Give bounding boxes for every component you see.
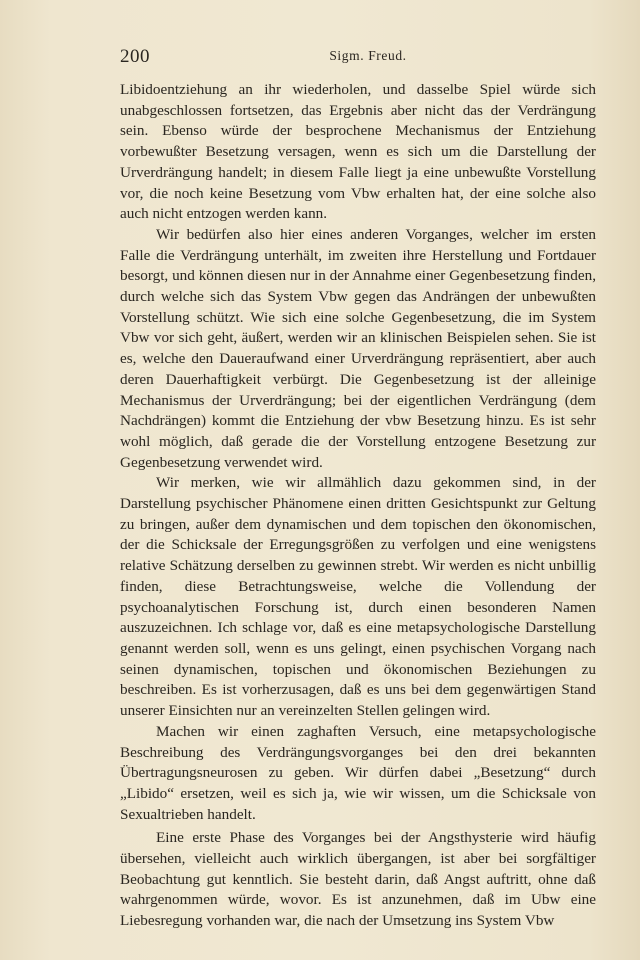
page-header [120, 46, 596, 70]
running-head: Sigm. Freud. [329, 48, 407, 63]
paragraph-5: Eine erste Phase des Vorganges bei der Angsthysterie wird häufig übersehen, vielleicht auch wirklich übergangen, ist aber bei sorgfältiger Beobachtung gut kenntlich. Sie besteht darin, daß Angst auftritt, ohne daß wahrgenommen würde, wovor. Es ist anzunehmen, daß im Ubw eine Liebesregung vorhanden war, die nach der Umsetzung ins System Vbw [120, 829, 596, 930]
paragraph-1: Libidoentziehung an ihr wiederholen, und dasselbe Spiel würde sich unabgeschlossen fortsetzen, das Ergebnis aber nicht das der Verdrängung sein. Ebenso würde der besprochene Mechanismus der Entziehung vorbewußter Besetzung versagen, wenn es sich um die Darstellung der Urverdrängung handelt; in diesem Falle liegt ja eine unbewußte Vorstellung vor, die noch keine Besetzung vom Vbw erhalten hat, der eine solche also auch nicht entzogen werden kann. [120, 81, 596, 223]
paragraph-2: Wir bedürfen also hier eines anderen Vorganges, welcher im ersten Falle die Verdrängung unterhält, im zweiten ihre Herstellung und Fortdauer besorgt, und können diesen nur in der Annahme einer Gegenbesetzung finden, durch welche sich das System Vbw gegen das Andrängen der unbewußten Vorstellung schützt. Wie sich eine solche Gegenbesetzung, die im System Vbw vor sich geht, äußert, werden wir an klinischen Beispielen sehen. Sie ist es, welche den Daueraufwand einer Urverdrängung repräsentiert, aber auch deren Dauerhaftigkeit verbürgt. Die Gegenbesetzung ist der alleinige Mechanismus der Urverdrängung; bei der eigentlichen Verdrängung (dem Nachdrängen) kommt die Entziehung der vbw Besetzung hinzu. Es ist sehr wohl möglich, daß gerade die der Vorstellung entzogene Besetzung zur Gegenbesetzung verwendet wird. [120, 225, 596, 471]
page-number: 200 [120, 46, 150, 67]
paragraph-4: Machen wir einen zaghaften Versuch, eine metapsychologische Beschreibung des Verdrängungsvorganges bei den drei bekannten Übertragungsneurosen zu geben. Wir dürfen dabei „Besetzung“ durch „Libido“ ersetzen, weil es sich ja, wie wir wissen, um die Schicksale von Sexualtrieben handelt. [120, 722, 596, 823]
body-text [120, 80, 596, 932]
paragraph-3: Wir merken, wie wir allmählich dazu gekommen sind, in der Darstellung psychischer Phänomene einen dritten Gesichtspunkt zur Geltung zu bringen, außer dem dynamischen und dem topischen den ökonomischen, der die Schicksale der Erregungsgrößen zu verfolgen und eine wenigstens relative Schätzung derselben zu gewinnen strebt. Wir werden es nicht unbillig finden, diese Betrachtungsweise, welche die Vollendung der psychoanalytischen Forschung ist, durch einen besonderen Namen auszuzeichnen. Ich schlage vor, daß es eine metapsychologische Darstellung genannt werden soll, wenn es uns gelingt, einen psychischen Vorgang nach seinen dynamischen, topischen und ökonomischen Beziehungen zu beschreiben. Es ist vorherzusagen, daß es uns bei dem gegenwärtigen Stand unserer Einsichten nur an vereinzelten Stellen gelingen wird. [120, 474, 596, 720]
